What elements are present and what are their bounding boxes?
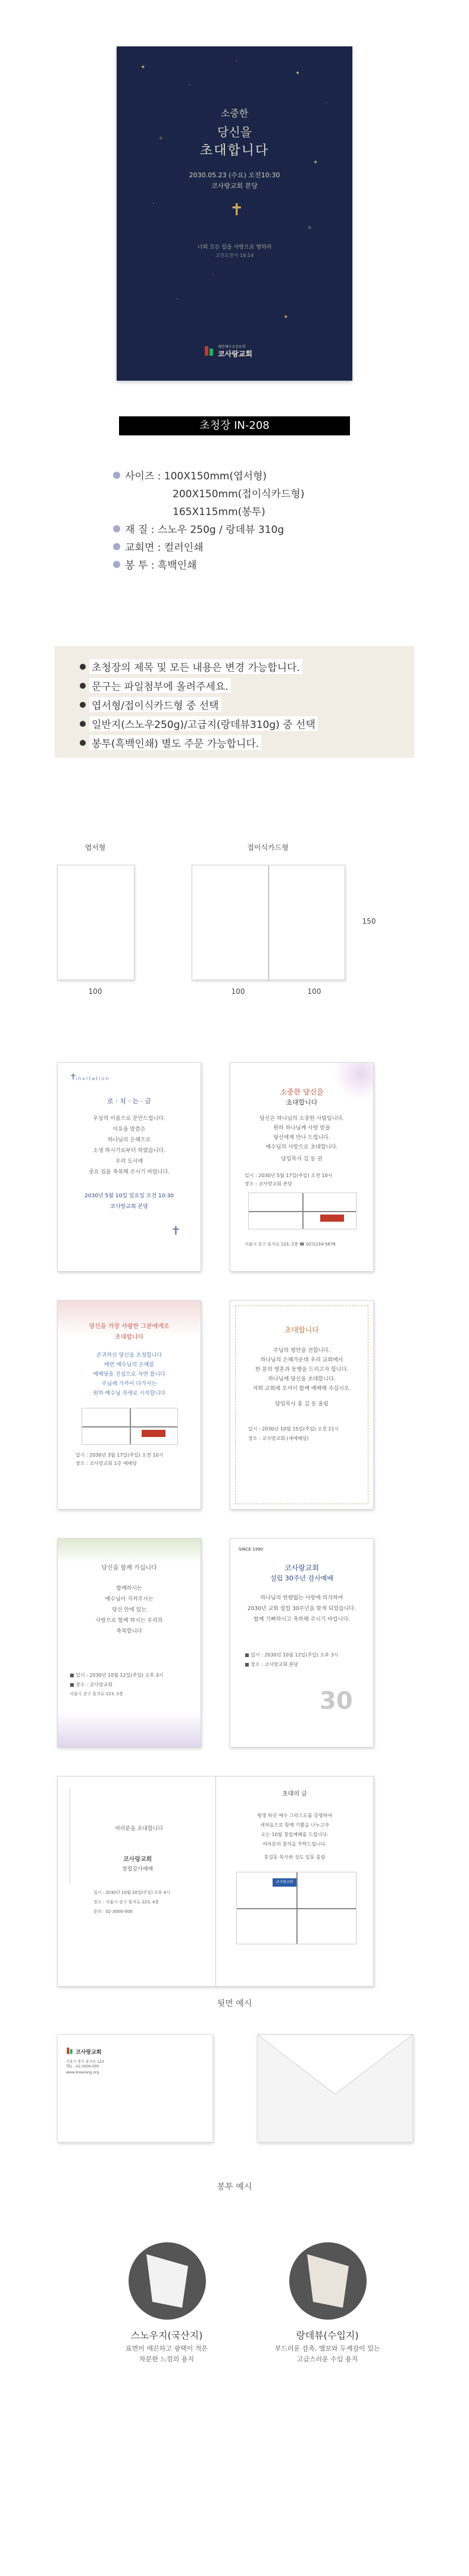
card-line: 원하 하나님께 사랑 받을 (273, 1125, 330, 1131)
logo-subtitle: 대한예수교장로회 (218, 345, 246, 349)
hero-verse-ref: 고린도전서 16:14 (215, 253, 254, 258)
card-line: 함께하시는 (116, 1586, 142, 1592)
envelope-logo: 코사랑교회 (76, 2050, 102, 2056)
hero-date: 2030.05.23 (수요) 오전10:30 (189, 171, 280, 179)
card-address: 서울시 중구 을지로 123, 2층 (70, 1692, 123, 1696)
card-line: 예수님의 사랑으로 초대합니다. (265, 1144, 338, 1150)
card-line: 주님의 평안을 전합니다. (273, 1348, 330, 1354)
bullet-icon (80, 683, 86, 689)
fold-left-width-dimension: 100 (231, 987, 245, 996)
notice-item: 문구는 파일첨부에 올려주세요. (80, 678, 231, 693)
height-dimension: 150 (362, 917, 376, 925)
card-tel: 문의 : 02-3000-000 (93, 1909, 133, 1914)
hero-title-small: 소중한 (220, 108, 249, 119)
star-icon: · (212, 272, 214, 279)
card-line: 여러분을 초대합니다 (115, 1826, 164, 1832)
card-place: 장소 : 코사랑교회 (새예배당) (248, 1436, 309, 1441)
card-place: 장소 : 서울시 중구 을지로 123, 4층 (93, 1900, 160, 1904)
card-title: 코사랑교회 (123, 1856, 152, 1863)
bullet-icon (80, 702, 86, 708)
envelope-tel: TEL : 02-3000-000 (66, 2064, 99, 2069)
card-line: 하나님께 당신을 초대합니다. (268, 1376, 336, 1382)
envelope-web: www.kosarang.org (66, 2070, 99, 2075)
card-title-2: 설립 30주년 감사예배 (270, 1574, 333, 1582)
envelope-back (257, 2034, 413, 2142)
bullet-icon (113, 561, 120, 568)
example-card-5 (57, 1538, 201, 1747)
card-line: 이유을 말씀은 (112, 1127, 146, 1132)
map (236, 1872, 357, 1944)
watercolor-decoration (58, 1301, 201, 1336)
card-line: 사랑으로 함께 하시는 우리의 (95, 1618, 163, 1624)
card-right-title: 초대의 글 (282, 1791, 307, 1797)
star-icon: · (188, 82, 190, 89)
hero-invitation-card (117, 46, 352, 381)
card-line: 함께 기뻐하시고 축하해 주시기 바랍니다. (253, 1617, 351, 1623)
card-line: 우리 도시에 (115, 1159, 143, 1165)
card-place: 코사랑교회 본당 (110, 1204, 148, 1210)
snow-paper-sample (129, 2242, 206, 2320)
postcard-width-dimension: 100 (88, 987, 102, 996)
card-line: 새처음으로 함께 기쁨을 나누고자 (260, 1822, 329, 1828)
card-place: ■ 장소 : 코사랑교회 본당 (245, 1662, 298, 1667)
logo-name: 코사랑교회 (218, 350, 252, 358)
card-date: 일시 : 2030년 5월 17일(주일) 오전 10시 (245, 1173, 333, 1178)
card-title: 로 · 치 · 는 · 글 (107, 1097, 151, 1105)
card-title-2: 창립감사예배 (122, 1866, 154, 1872)
card-line: 한 분의 영혼과 동행을 드리고자 합니다. (255, 1367, 349, 1373)
spec-size-envelope: 165X115mm(봉투) (173, 506, 265, 518)
bullet-icon (80, 740, 86, 746)
card-line: 존귀하신 당신을 초청합니다 (96, 1353, 162, 1358)
card-date: 일시 : 2030년 3월 17일(주일) 오전 10시 (76, 1452, 164, 1458)
card-date: ■ 일시 : 2030년 10월 12일(주일) 오후 3시 (245, 1652, 339, 1658)
card-line: 예배당을 진심으로 자연 봅니다 (93, 1372, 165, 1378)
map-label: 코사랑교회 (273, 1878, 296, 1887)
star-icon: ✧ (307, 225, 312, 231)
notice-item: 봉투(흑백인쇄) 별도 주문 가능합니다. (80, 735, 261, 750)
card-address: 서울시 중구 을지로 123, 2층 ☎ 02)1234-5678 (245, 1242, 336, 1247)
example-card-3 (57, 1300, 201, 1510)
star-icon: ✦ (295, 70, 301, 77)
snow-paper-desc: 표면이 매끈하고 광택이 적은 차분한 느낌의 용지 (125, 2345, 208, 2363)
card-date: 2030년 5월 10일 일요일 오전 10:30 (85, 1193, 174, 1199)
notice-box (55, 646, 414, 758)
example-card-2 (230, 1062, 374, 1272)
example-card-4 (230, 1300, 374, 1510)
church-logo-icon (204, 345, 214, 357)
notice-item: 초청장의 제목 및 모든 내용은 변경 가능합니다. (80, 659, 302, 674)
card-line: 하나님의 은혜가운데 우리 교회에서 (260, 1357, 343, 1363)
snow-paper-name: 스노우지(국산지) (130, 2330, 203, 2341)
card-line: 축복합니다 (116, 1629, 142, 1634)
bullet-icon (113, 543, 120, 550)
map (248, 1193, 357, 1229)
spec-church-side: 교회면 : 컬러인쇄 (113, 539, 204, 554)
star-icon: ✦ (313, 159, 318, 166)
notice-item: 일반지(스노우250g)/고급지(랑데뷰310g) 중 선택 (80, 716, 318, 731)
church-logo-icon (66, 2047, 73, 2055)
postcard-label: 엽서형 (85, 843, 106, 852)
card-line: 여러분의 참석을 부탁드립니다. (262, 1841, 327, 1847)
card-header: SINCE 1990 (239, 1547, 264, 1552)
vine-decoration (70, 1789, 94, 1884)
fold-card-diagram (192, 865, 345, 980)
map (82, 1408, 178, 1445)
notice-item: 엽서형/접이식카드형 중 선택 (80, 697, 221, 712)
vine-decoration (58, 1539, 201, 1562)
card-line: 평생 하신 예수 그리스도를 증명하여 (257, 1813, 333, 1818)
card-sign: 담임목사 김 동 권 (281, 1156, 323, 1162)
card-place: ■ 장소 : 코사랑교회 (70, 1682, 112, 1687)
card-line: 2030년 교회 설립 30주년을 맞게 되었습니다. (248, 1606, 356, 1612)
card-title: 당신을 함께 가십니다 (101, 1565, 157, 1571)
card-sign: 담임목사 홍 길 동 올림 (275, 1401, 329, 1407)
card-line: 주님께 가까이 다가서는 (101, 1381, 157, 1387)
rendezvous-paper-sample (289, 2242, 367, 2320)
card-date: ■ 일시 : 2030년 10월 12일(주일) 오후 3시 (70, 1673, 164, 1678)
bullet-icon (80, 721, 86, 727)
card-date: 일시 : 2030년 10월 15일(주일) 오전 11시 (248, 1426, 339, 1432)
card-line: 예수님이 지켜주시는 (105, 1596, 154, 1602)
card-sign: 홍길동 목사와 성도 일동 올림 (264, 1855, 326, 1860)
example-card-6 (230, 1538, 374, 1747)
envelope-label: 봉투 예시 (217, 2182, 252, 2192)
hero-title-mid: 당신을 (217, 125, 252, 139)
example-card-1 (57, 1062, 201, 1272)
examples-label: 뒷면 예시 (217, 1999, 252, 2009)
card-line: 저희 교회에 오셔서 함께 예배해 주십시오. (252, 1386, 351, 1392)
card-title: 당신을 가장 사랑한 그분에게로 (89, 1323, 170, 1330)
spec-size: 사이즈 : 100X150mm(엽서형) (113, 467, 267, 482)
card-line: 중요 집을 축복해 주시기 바랍니다. (88, 1169, 170, 1175)
card-line: 당신에게 만나 드립니다. (273, 1135, 330, 1141)
star-icon: · (152, 201, 155, 208)
fold-line (268, 865, 269, 980)
bullet-icon (113, 472, 120, 479)
hero-place: 코사랑교회 본당 (211, 182, 258, 190)
cross-icon: ✝ (70, 1072, 77, 1082)
anniversary-badge: 30 (320, 1687, 353, 1715)
card-line: 당신 안에 있는 (112, 1607, 146, 1613)
bullet-icon (113, 525, 120, 532)
example-card-7-fold (57, 1776, 374, 1987)
card-title-2: 초대합니다 (286, 1099, 318, 1106)
card-line: 오는 10월 창립예배를 드립니다. (261, 1832, 329, 1837)
star-icon: ✦ (283, 314, 289, 321)
spec-envelope: 봉 투 : 흑백인쇄 (113, 557, 196, 572)
card-line: 하나님의 은혜으로 (107, 1137, 151, 1143)
card-date: 일시 : 2030년 10월 20일(주일) 오후 4시 (93, 1890, 170, 1895)
product-title: 초청장 IN-208 (119, 416, 350, 435)
envelope-address: 서울시 중구 을지로 123 (66, 2060, 104, 2064)
card-place: 장소 : 코사랑교회 본당 (245, 1181, 292, 1187)
cross-icon: ✝ (230, 200, 244, 219)
card-title: 코사랑교회 (284, 1564, 319, 1572)
envelope-flap (258, 2035, 412, 2142)
card-line: 소생 하시기로부터 하였습니다. (93, 1148, 165, 1154)
card-title: 소중한 당신을 (280, 1088, 324, 1096)
star-icon: ✦ (140, 64, 146, 71)
card-place: 장소 : 코사랑교회 1층 예배당 (76, 1461, 137, 1466)
fold-right-width-dimension: 100 (307, 987, 321, 996)
card-title: 초대합니다 (284, 1326, 319, 1334)
card-line: 하나님의 한량없는 사랑에 의지하여 (260, 1595, 343, 1601)
fold-line (215, 1777, 216, 1986)
cross-icon: ✝ (171, 1223, 181, 1238)
star-icon: ✧ (158, 136, 164, 142)
hero-title-big: 초대합니다 (199, 143, 270, 158)
star-icon: · (236, 58, 238, 65)
bullet-icon (80, 664, 86, 670)
hero-verse: 너희 모든 일을 사랑으로 행하라 (197, 244, 272, 250)
star-icon: · (176, 296, 179, 303)
card-title-2: 초대합니다 (114, 1334, 144, 1341)
card-line: 당신은 하나님의 소중한 사람입니다. (259, 1116, 344, 1122)
church-logo (204, 344, 269, 359)
spec-material: 재 질 : 스노우 250g / 랑데뷰 310g (113, 521, 284, 536)
card-line: 우상의 이름으로 문안드립니다. (93, 1116, 165, 1122)
flower-decoration (58, 1711, 201, 1747)
rendezvous-paper-desc: 부드러운 감촉, 엠보와 두께감이 있는 고급스러운 수입 용지 (274, 2345, 380, 2363)
spec-size-fold: 200X150mm(접이식카드형) (173, 488, 305, 500)
postcard-diagram (57, 865, 135, 980)
star-icon: · (325, 100, 327, 106)
fold-card-label: 접이식카드형 (247, 843, 289, 852)
card-line: 매번 예수님의 은혜를 (104, 1362, 154, 1368)
card-header: invitation (76, 1076, 110, 1081)
rendezvous-paper-name: 랑데뷰(수입지) (296, 2330, 359, 2341)
envelope-front (57, 2034, 213, 2142)
card-line: 원하 예수님 자세로 시작합니다 (93, 1391, 165, 1397)
